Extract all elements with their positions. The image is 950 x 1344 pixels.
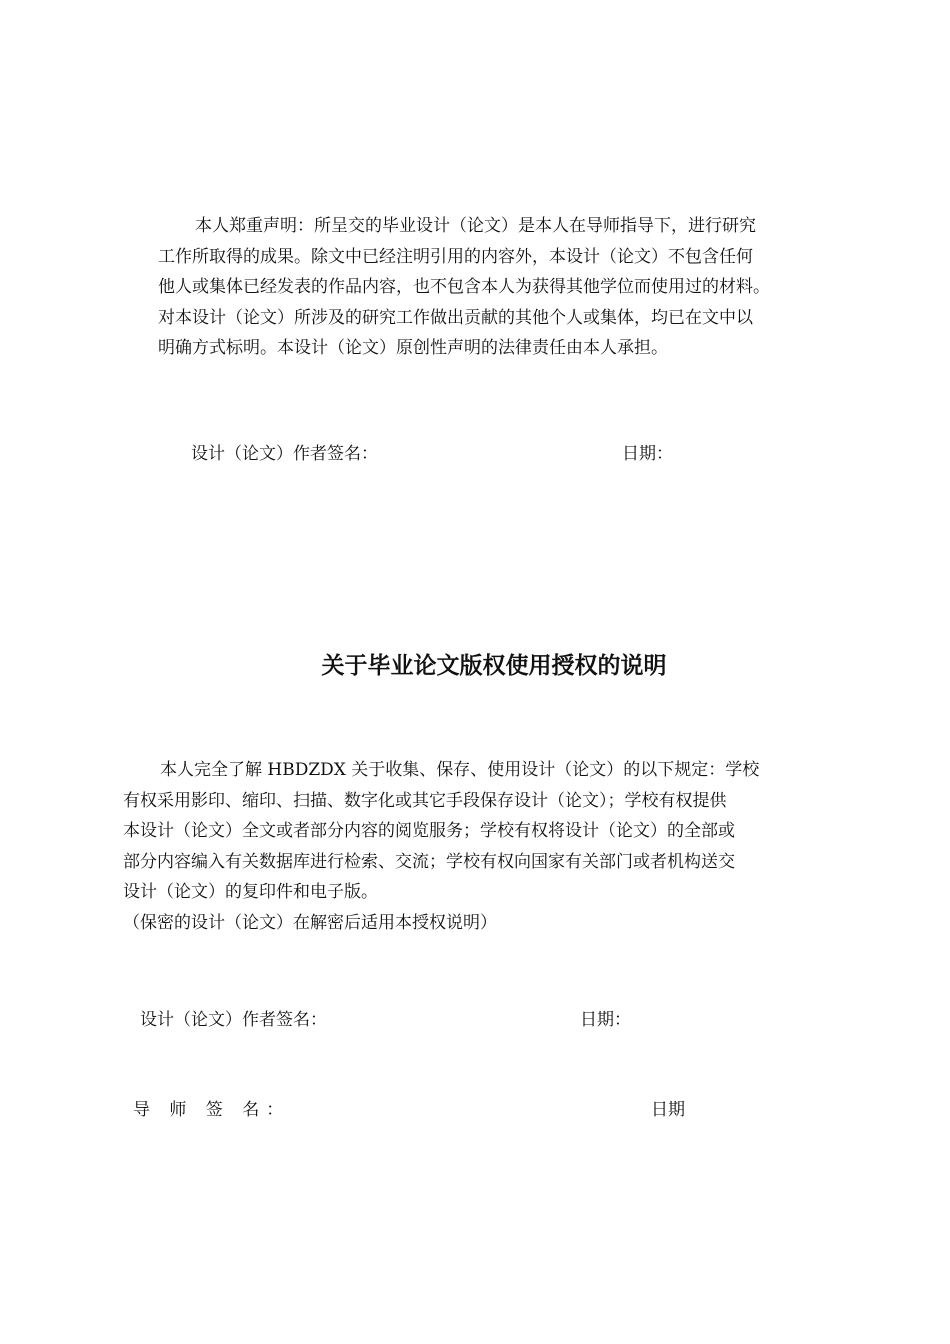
authorization-title: 关于毕业论文版权使用授权的说明 bbox=[321, 653, 667, 679]
declaration-line: 工作所取得的成果。除文中已经注明引用的内容外，本设计（论文）不包含任何 bbox=[158, 246, 753, 267]
originality-declaration bbox=[158, 211, 858, 364]
confidentiality-note: （保密的设计（论文）在解密后适用本授权说明） bbox=[123, 912, 497, 933]
authorization-author-signature-label: 设计（论文）作者签名： bbox=[140, 1010, 327, 1030]
authorization-line: 本人完全了解 HBDZDX 关于收集、保存、使用设计（论文）的以下规定：学校 bbox=[160, 760, 760, 780]
authorization-date-label: 日期： bbox=[580, 1010, 631, 1030]
declaration-line: 本人郑重声明：所呈交的毕业设计（论文）是本人在导师指导下，进行研究 bbox=[195, 216, 756, 236]
authorization-line: 部分内容编入有关数据库进行检索、交流；学校有权向国家有关部门或者机构送交 bbox=[123, 851, 735, 872]
declaration-line: 对本设计（论文）所涉及的研究工作做出贡献的其他个人或集体，均已在文中以 bbox=[158, 307, 753, 328]
advisor-signature-label: 导 师 签 名： bbox=[133, 1100, 291, 1120]
authorization-line: 本设计（论文）全文或者部分内容的阅览服务；学校有权将设计（论文）的全部或 bbox=[123, 821, 735, 841]
authorization-line: 有权采用影印、缩印、扫描、数字化或其它手段保存设计（论文）；学校有权提供 bbox=[123, 790, 727, 811]
declaration-line: 他人或集体已经发表的作品内容，也不包含本人为获得其他学位而使用过的材料。 bbox=[158, 277, 770, 297]
declaration-date-label: 日期： bbox=[622, 444, 673, 464]
declaration-line: 明确方式标明。本设计（论文）原创性声明的法律责任由本人承担。 bbox=[158, 338, 668, 358]
advisor-date-label: 日期 bbox=[651, 1100, 685, 1120]
authorization-line: 设计（论文）的复印件和电子版。 bbox=[123, 882, 378, 902]
copyright-authorization bbox=[123, 755, 843, 938]
declaration-author-signature-label: 设计（论文）作者签名： bbox=[191, 444, 378, 464]
